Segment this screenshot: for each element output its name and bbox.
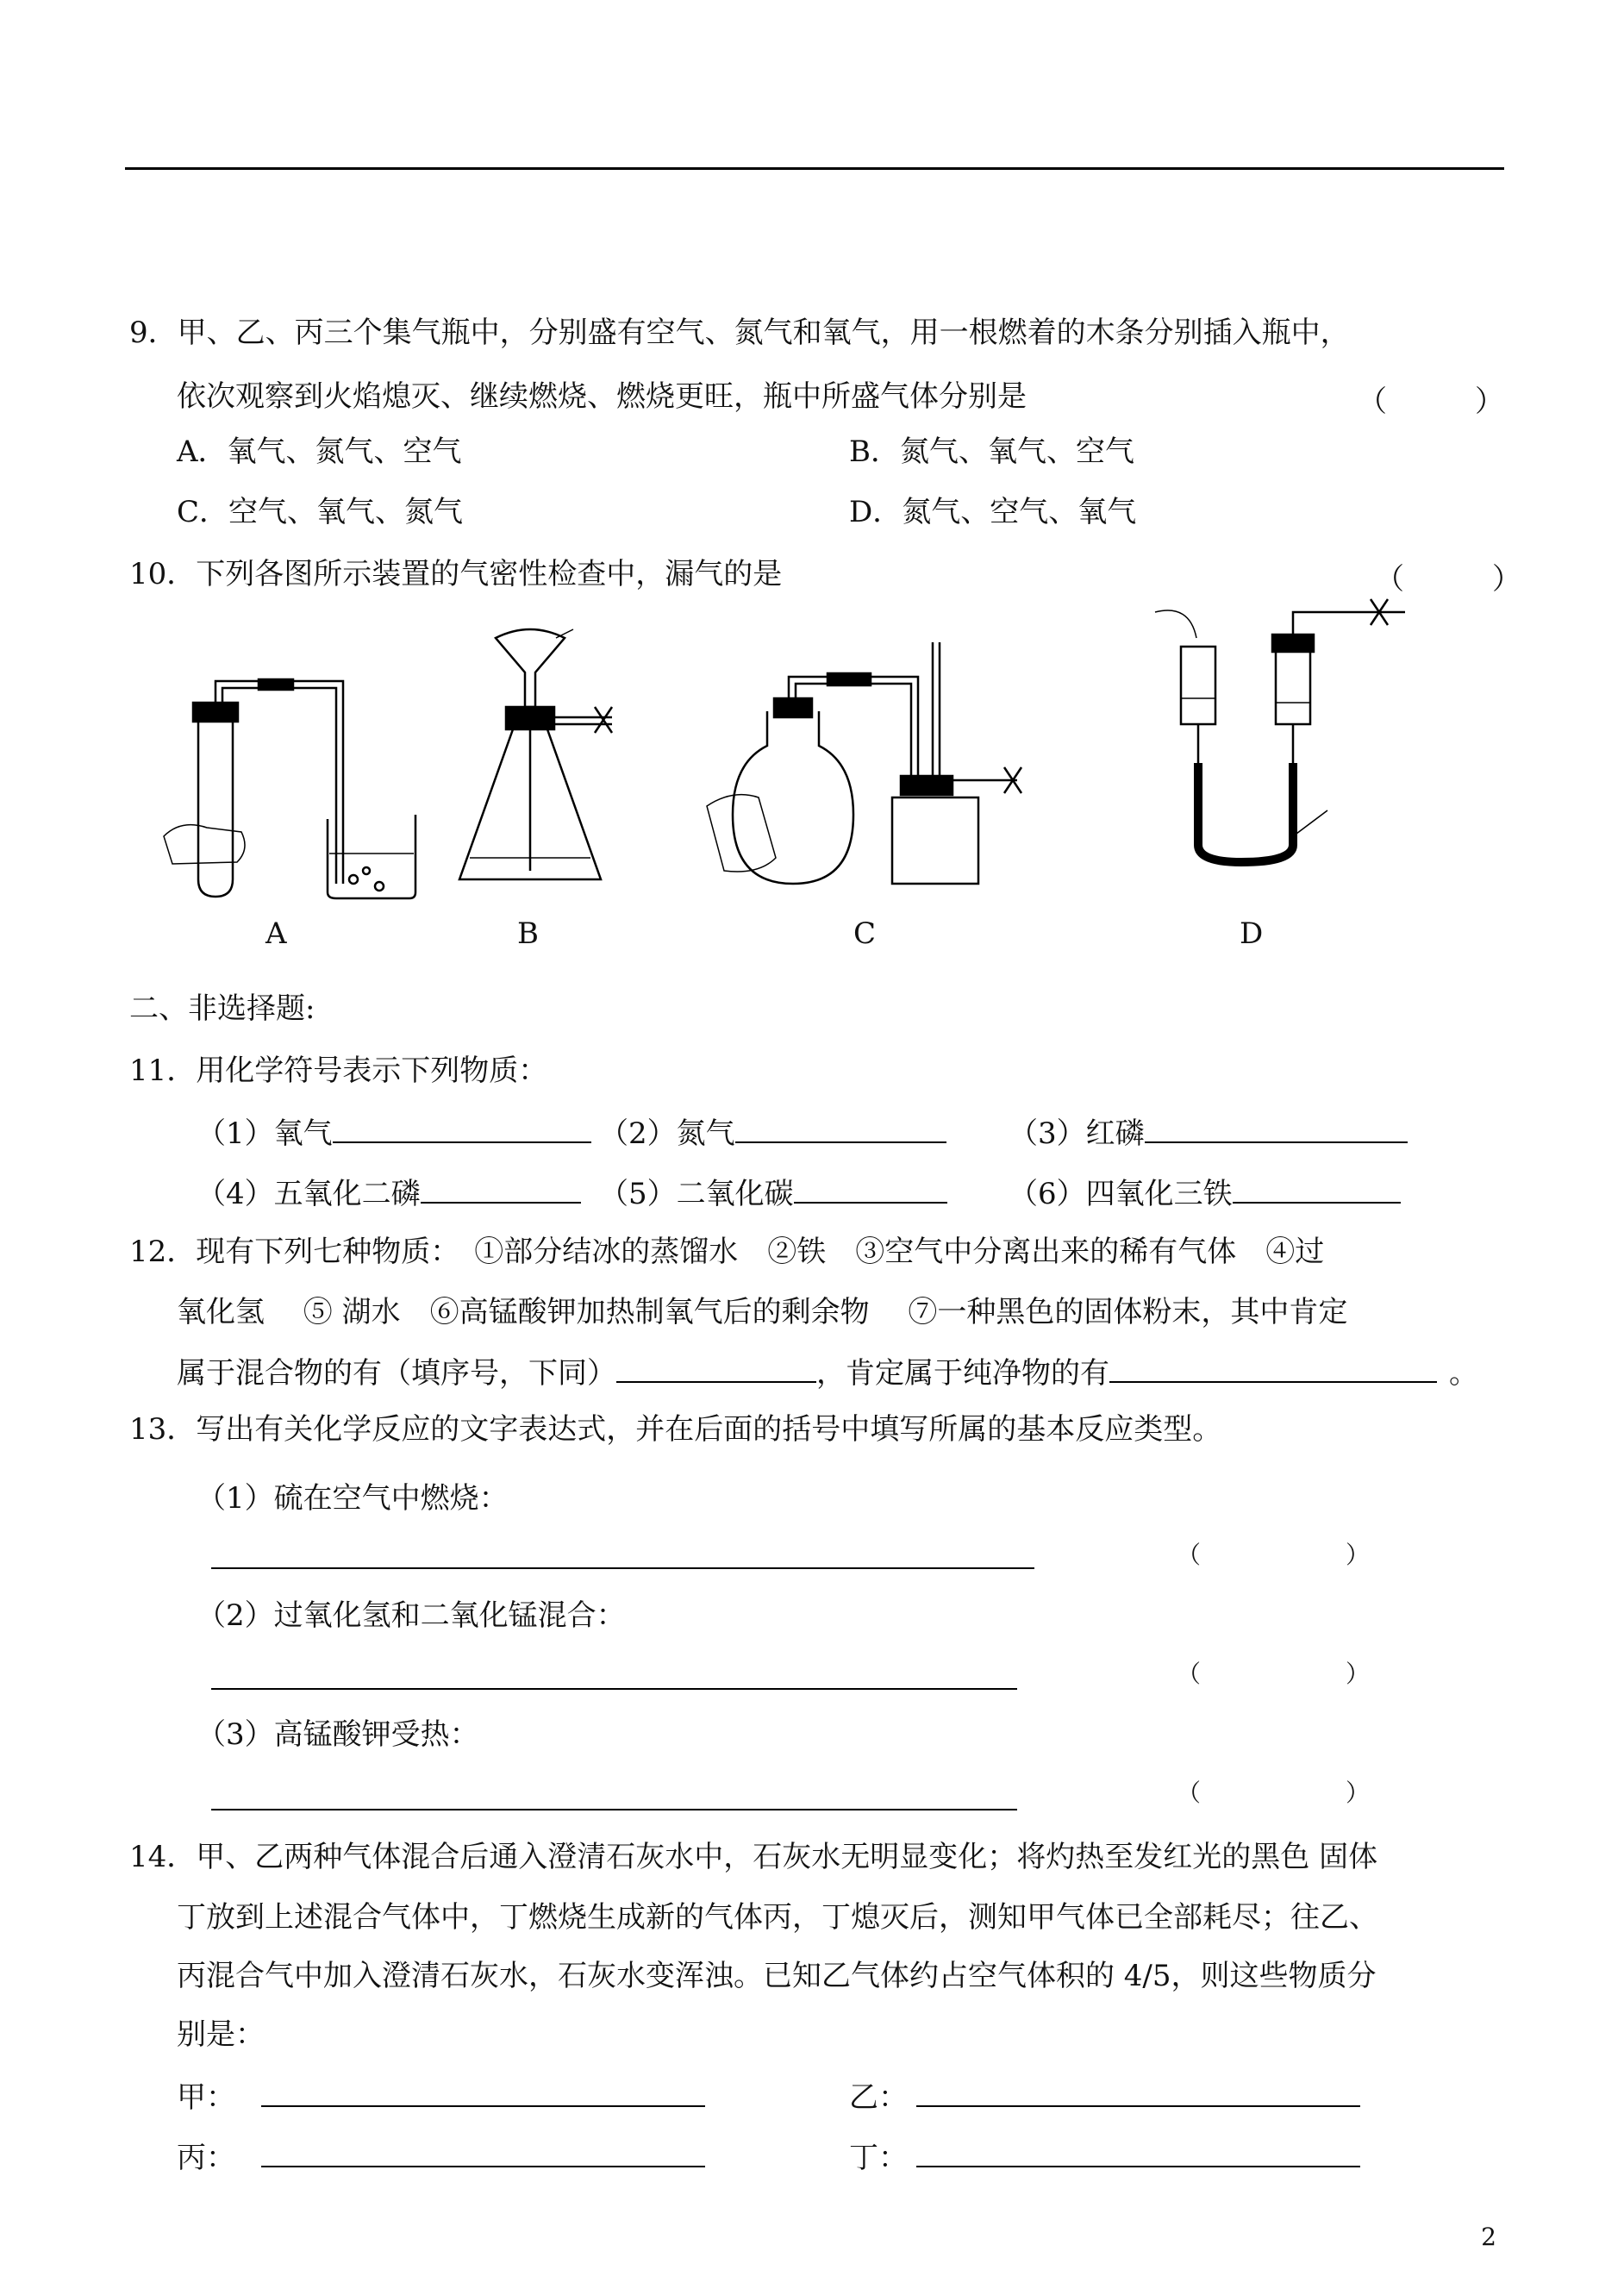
q9-option-c: C．空气、氧气、氮气 — [177, 495, 464, 529]
q11-answer-blank-4[interactable] — [421, 1173, 581, 1204]
apparatus-a-figure — [155, 664, 414, 905]
caption-b: B — [517, 916, 539, 951]
q13-equation-blank-1[interactable] — [211, 1538, 1034, 1569]
q14-answer-ding: 丁： — [849, 2136, 1360, 2177]
q9-option-b: B．氮气、氧气、空气 — [849, 435, 1134, 469]
q13-item-3: （3）高锰酸钾受热： — [197, 1717, 479, 1752]
q9-stem-line2: 依次观察到火焰熄灭、继续燃烧、燃烧更旺，瓶中所盛气体分别是 — [177, 379, 1027, 414]
q11-answer-blank-2[interactable] — [735, 1112, 946, 1143]
apparatus-c-figure — [698, 642, 1077, 892]
q13-equation-blank-3[interactable] — [211, 1779, 1017, 1810]
q13-type-paren-2[interactable]: （ ） — [1177, 1660, 1371, 1688]
q12-stem-line3: 属于混合物的有（填序号，下同） ，肯定属于纯净物的有 。 — [177, 1352, 1478, 1392]
q12-stem-line2: 氧化氢 ⑤ 湖水 ⑥高锰酸钾加热制氧气后的剩余物 ⑦一种黑色的固体粉末，其中肯定 — [177, 1295, 1348, 1329]
q13-type-paren-3[interactable]: （ ） — [1177, 1779, 1371, 1807]
q13-stem: 13．写出有关化学反应的文字表达式，并在后面的括号中填写所属的基本反应类型。 — [129, 1412, 1222, 1447]
q14-bing-blank[interactable] — [261, 2136, 705, 2167]
q12-mixture-blank[interactable] — [616, 1352, 816, 1383]
q10-answer-paren[interactable]: （ ） — [1375, 562, 1521, 597]
q11-item-2: （2）氮气 — [599, 1112, 946, 1153]
q14-stem-line4: 别是： — [177, 2017, 265, 2052]
q11-item-3: （3）红磷 — [1009, 1112, 1408, 1153]
q11-item-6: （6）四氧化三铁 — [1009, 1173, 1401, 1213]
q10-stem: 10．下列各图所示装置的气密性检查中，漏气的是 — [129, 557, 783, 591]
q14-answer-bing: 丙： — [177, 2136, 705, 2177]
q11-item-5: （5）二氧化碳 — [599, 1173, 947, 1213]
section-2-heading: 二、非选择题: — [129, 991, 315, 1026]
q11-item-1: （1）氧气 — [197, 1112, 591, 1153]
q14-answer-jia: 甲： — [177, 2076, 705, 2117]
q11-answer-blank-3[interactable] — [1145, 1112, 1408, 1143]
header-rule — [125, 167, 1504, 170]
q13-item-1: （1）硫在空气中燃烧： — [197, 1481, 509, 1516]
apparatus-b-figure — [453, 621, 677, 897]
q14-ding-blank[interactable] — [916, 2136, 1360, 2167]
page-number: 2 — [1481, 2223, 1496, 2251]
q11-stem: 11．用化学符号表示下列物质： — [129, 1054, 548, 1088]
q9-option-a: A．氧气、氮气、空气 — [177, 435, 462, 469]
q14-stem-line3: 丙混合气中加入澄清石灰水，石灰水变浑浊。已知乙气体约占空气体积的 4/5，则这些物质分 — [177, 1959, 1377, 1993]
q14-answer-yi: 乙： — [849, 2076, 1360, 2117]
q11-answer-blank-1[interactable] — [333, 1112, 591, 1143]
q14-jia-blank[interactable] — [261, 2076, 705, 2107]
apparatus-d-figure — [1155, 603, 1440, 897]
q13-item-2: （2）过氧化氢和二氧化锰混合： — [197, 1598, 626, 1633]
q13-type-paren-1[interactable]: （ ） — [1177, 1541, 1371, 1569]
q11-item-4: （4）五氧化二磷 — [197, 1173, 581, 1213]
q13-equation-blank-2[interactable] — [211, 1659, 1017, 1690]
caption-a: A — [265, 916, 287, 951]
q12-pure-substance-blank[interactable] — [1109, 1352, 1437, 1383]
q14-stem-line1: 14．甲、乙两种气体混合后通入澄清石灰水中，石灰水无明显变化；将灼热至发红光的黑色 固体 — [129, 1840, 1378, 1874]
q9-answer-paren[interactable]: （ ） — [1358, 385, 1504, 419]
caption-d: D — [1240, 916, 1264, 951]
q11-answer-blank-6[interactable] — [1233, 1173, 1401, 1204]
caption-c: C — [853, 916, 877, 951]
q14-yi-blank[interactable] — [916, 2076, 1360, 2107]
q9-option-d: D．氮气、空气、氧气 — [849, 495, 1137, 529]
q9-stem-line1: 9．甲、乙、丙三个集气瓶中，分别盛有空气、氮气和氧气，用一根燃着的木条分别插入瓶中， — [129, 316, 1350, 350]
q12-stem-line1: 12．现有下列七种物质： ①部分结冰的蒸馏水 ②铁 ③空气中分离出来的稀有气体 ④过 — [129, 1235, 1325, 1269]
q11-answer-blank-5[interactable] — [794, 1173, 947, 1204]
q14-stem-line2: 丁放到上述混合气体中，丁燃烧生成新的气体丙，丁熄灭后，测知甲气体已全部耗尽；往乙、 — [177, 1900, 1378, 1935]
